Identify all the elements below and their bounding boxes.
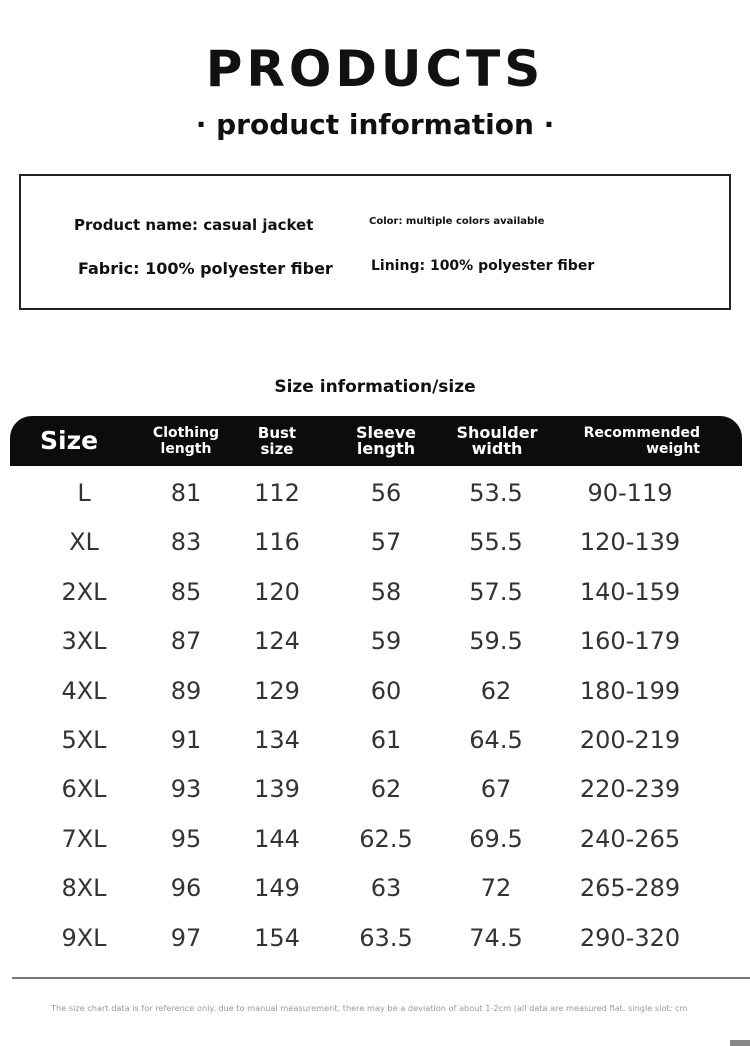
- cell-size: 3XL: [61, 627, 107, 656]
- cell-sleeve-length: 59: [370, 627, 402, 656]
- cell-sleeve-length: 61: [370, 725, 402, 754]
- header-clothing-length-line1: Clothing: [152, 425, 220, 441]
- product-name: Product name: casual jacket: [74, 216, 314, 234]
- cell-bust-size: 154: [254, 923, 300, 952]
- cell-bust-size: 134: [254, 725, 300, 754]
- cell-recommended-weight: 265-289: [579, 874, 681, 903]
- table-row: [0, 914, 750, 963]
- cell-size: 8XL: [61, 874, 107, 903]
- cell-sleeve-length: 62: [370, 775, 402, 804]
- cell-recommended-weight: 180-199: [579, 676, 681, 705]
- corner-mark: [730, 1040, 750, 1046]
- header-recommended-weight: [558, 416, 700, 466]
- cell-recommended-weight: 90-119: [587, 479, 673, 507]
- cell-bust-size: 139: [254, 775, 300, 804]
- cell-size: 7XL: [61, 824, 107, 853]
- cell-recommended-weight: 290-320: [579, 923, 681, 952]
- cell-sleeve-length: 57: [370, 528, 402, 557]
- page-subtitle: · product information ·: [195, 108, 555, 141]
- cell-clothing-length: 91: [170, 725, 202, 754]
- cell-sleeve-length: 58: [370, 577, 402, 606]
- cell-size: 5XL: [61, 725, 107, 754]
- cell-sleeve-length: 62.5: [359, 824, 413, 853]
- cell-bust-size: 120: [254, 577, 300, 606]
- table-row: [0, 765, 750, 814]
- table-row: [0, 617, 750, 666]
- cell-recommended-weight: 240-265: [579, 824, 681, 853]
- header-bust-size-line2: size: [260, 440, 294, 458]
- header-recommended-weight-line2: weight: [646, 441, 700, 457]
- product-color: Color: multiple colors available: [369, 216, 545, 227]
- table-row: [0, 716, 750, 765]
- cell-shoulder-width: 64.5: [469, 725, 523, 754]
- cell-shoulder-width: 72: [480, 874, 512, 903]
- cell-recommended-weight: 120-139: [579, 528, 681, 557]
- page-title: PRODUCTS: [205, 40, 545, 98]
- header-shoulder-width-line2: width: [471, 439, 523, 458]
- cell-shoulder-width: 62: [480, 676, 512, 705]
- header-sleeve-length-line1: Sleeve: [356, 423, 416, 442]
- header-recommended-weight-line1: Recommended: [583, 425, 700, 441]
- cell-shoulder-width: 74.5: [469, 923, 523, 952]
- cell-clothing-length: 81: [170, 479, 202, 507]
- cell-recommended-weight: 220-239: [579, 775, 681, 804]
- cell-clothing-length: 93: [170, 775, 202, 804]
- cell-clothing-length: 95: [170, 824, 202, 853]
- cell-shoulder-width: 69.5: [469, 824, 523, 853]
- cell-clothing-length: 96: [170, 874, 202, 903]
- table-row: [0, 864, 750, 913]
- cell-size: XL: [69, 528, 99, 557]
- cell-size: 2XL: [61, 577, 107, 606]
- cell-clothing-length: 87: [170, 627, 202, 656]
- product-fabric: Fabric: 100% polyester fiber: [78, 259, 333, 278]
- cell-recommended-weight: 200-219: [579, 725, 681, 754]
- cell-shoulder-width: 67: [480, 775, 512, 804]
- header-bust-size: [240, 416, 314, 466]
- cell-sleeve-length: 63: [370, 874, 402, 903]
- header-clothing-length: [140, 416, 232, 466]
- cell-sleeve-length: 60: [370, 676, 402, 705]
- table-row: [0, 469, 750, 518]
- cell-shoulder-width: 59.5: [469, 627, 523, 656]
- size-table-header: [10, 416, 742, 466]
- table-row: [0, 568, 750, 617]
- header-shoulder-width-line1: Shoulder: [456, 423, 538, 442]
- cell-shoulder-width: 57.5: [469, 577, 523, 606]
- cell-bust-size: 116: [254, 528, 300, 557]
- cell-bust-size: 149: [254, 874, 300, 903]
- size-table-body: [0, 469, 750, 963]
- cell-size: 6XL: [61, 775, 107, 804]
- cell-sleeve-length: 63.5: [359, 923, 413, 952]
- header-size: [40, 416, 120, 466]
- table-row: [0, 815, 750, 864]
- cell-clothing-length: 97: [170, 923, 202, 952]
- header-sleeve-length-line2: length: [356, 439, 416, 458]
- cell-bust-size: 129: [254, 676, 300, 705]
- header-sleeve-length: [340, 416, 432, 466]
- table-row: [0, 667, 750, 716]
- cell-clothing-length: 83: [170, 528, 202, 557]
- footer-divider: [12, 977, 750, 979]
- cell-size: 9XL: [61, 923, 107, 952]
- table-row: [0, 518, 750, 567]
- cell-recommended-weight: 140-159: [579, 577, 681, 606]
- cell-bust-size: 124: [254, 627, 300, 656]
- header-size-label: Size: [40, 426, 99, 455]
- cell-clothing-length: 85: [170, 577, 202, 606]
- header-clothing-length-line2: length: [160, 441, 212, 457]
- product-lining: Lining: 100% polyester fiber: [371, 258, 595, 274]
- cell-bust-size: 112: [254, 479, 300, 507]
- cell-recommended-weight: 160-179: [579, 627, 681, 656]
- size-chart-footnote: The size chart data is for reference only. due to manual measurement, there may be a deviation of about 1-2cm (all data are measured flat. single slot: cm: [51, 1003, 688, 1013]
- cell-clothing-length: 89: [170, 676, 202, 705]
- cell-bust-size: 144: [254, 824, 300, 853]
- cell-sleeve-length: 56: [370, 479, 402, 507]
- header-shoulder-width: [450, 416, 544, 466]
- header-bust-size-line1: Bust: [257, 424, 297, 442]
- cell-shoulder-width: 55.5: [469, 528, 523, 557]
- cell-shoulder-width: 53.5: [469, 479, 523, 507]
- product-info-box: [19, 174, 731, 310]
- cell-size: 4XL: [61, 676, 107, 705]
- cell-size: L: [77, 479, 91, 507]
- size-table-title: Size information/size: [274, 377, 476, 397]
